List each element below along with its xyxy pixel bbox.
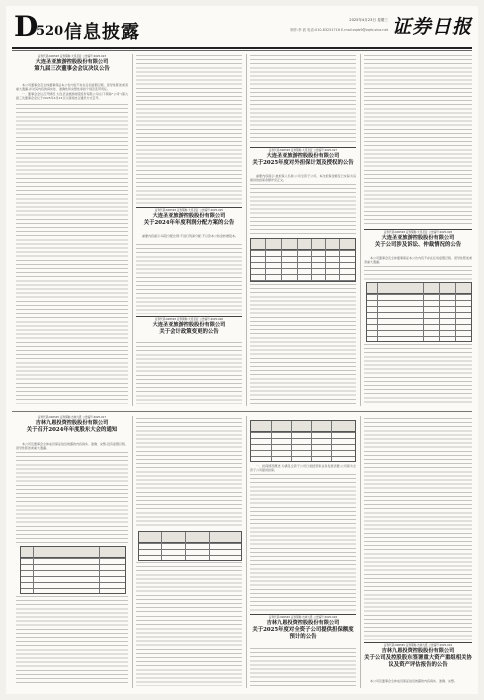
- announcement-paragraph: 本公司及董事会全体成员保证信息披露的内容真实、准确、完整。: [370, 679, 458, 683]
- company-name: 大连圣亚旅游控股股份有限公司: [35, 59, 109, 65]
- company-name: 大连圣亚旅游控股股份有限公司: [266, 153, 340, 159]
- small-print-text: [136, 418, 242, 528]
- company-name: 大连圣亚旅游控股股份有限公司: [152, 322, 226, 328]
- heading-rule: [250, 614, 356, 615]
- table-header: [139, 532, 241, 543]
- small-print-text: [136, 244, 242, 314]
- table-column-line: [339, 239, 340, 281]
- masthead-rule: [12, 47, 472, 49]
- table-column-line: [265, 239, 266, 281]
- heading-rule: [136, 316, 242, 317]
- announcement-body: [364, 679, 472, 688]
- announcement-title: 关于2025年度对全资子公司提供担保额度预计的公告: [252, 627, 354, 640]
- announcement-code: 证券代码:600593 证券简称:大连圣亚 公告编号:2025-023: [37, 55, 107, 58]
- section-title: 信息披露: [64, 22, 140, 43]
- page-number: 520: [36, 24, 64, 39]
- announcement-title: 第九届三次董事会会议决议公告: [34, 66, 110, 72]
- announcement-heading: [16, 416, 128, 434]
- subsidiary-table: [250, 420, 356, 462]
- table-column-line: [455, 283, 456, 341]
- small-print-text: [364, 344, 472, 404]
- announcement-code: 证券代码:000545 证券简称:吉林九恩 公告编号:2025-019: [383, 644, 453, 647]
- announcement-heading: [364, 231, 472, 249]
- table-column-line: [311, 239, 312, 281]
- company-name: 吉林九恩投资控股股份有限公司: [266, 620, 340, 626]
- announcement-code: 证券代码:600593 证券简称:大连圣亚 公告编号:2025-028: [383, 231, 453, 234]
- announcement-heading: [250, 149, 356, 167]
- announcement-heading: [250, 616, 356, 641]
- heading-rule: [250, 147, 356, 148]
- small-print-text: [364, 418, 472, 640]
- announcement-paragraph: 一、董事会会议召开情况 大连圣亚旅游控股股份有限公司(以下简称"公司")第九届三次董事会会议于2025年4月22日以现场结合通讯方式召开。: [16, 92, 128, 101]
- small-print-text: [250, 284, 356, 404]
- section-divider: [12, 411, 472, 412]
- announcement-paragraph: 本公司董事会及全体董事保证本公告内容不存在任何虚假记载、误导性陈述或者重大遗漏,并对其内容的真实性、准确性和完整性承担个别及连带责任。: [16, 83, 128, 92]
- small-print-text: [250, 184, 356, 234]
- small-print-text: [364, 55, 472, 227]
- announcement-paragraph: 一、担保情况概述 为满足全资子公司日常经营和业务发展需要,公司拟为全资子公司提供担保。: [250, 464, 356, 473]
- heading-rule: [136, 207, 242, 208]
- small-print-text: [136, 562, 242, 614]
- small-print-text: [250, 55, 356, 145]
- small-print-text: [16, 104, 128, 404]
- announcement-title: 关于公司及控股股东签署重大资产重组相关协议及资产评估报告的公告: [364, 655, 472, 668]
- small-print-text: [136, 55, 242, 205]
- section-letter: D: [14, 10, 39, 43]
- announcement-code: 证券代码:000545 证券简称:吉林九恩 公告编号:2025-018: [268, 616, 338, 619]
- column-divider: [246, 416, 247, 688]
- announcement-body: [250, 464, 356, 473]
- announcement-title: 关于2025年度对外担保计划及授权的公告: [252, 160, 354, 166]
- announcement-paragraph: 重要内容提示:被担保人名称:公司全资子公司。本次担保金额及已实际为其提供的担保余额详见正文。: [250, 174, 356, 183]
- small-print-text: [250, 474, 356, 612]
- announcement-heading: [16, 55, 128, 73]
- announcement-body: [250, 174, 356, 183]
- table-header: [21, 547, 125, 558]
- column-divider: [360, 416, 361, 688]
- table-column-line: [161, 532, 162, 560]
- newspaper-page: [6, 6, 478, 694]
- table-header: [251, 421, 355, 432]
- table-column-line: [99, 547, 100, 593]
- small-print-text: [136, 616, 242, 686]
- announcement-body: [16, 442, 128, 451]
- table-column-line: [33, 547, 34, 593]
- table-column-line: [209, 532, 210, 560]
- table-column-line: [271, 421, 272, 461]
- newspaper-logo: 证券日报: [391, 16, 472, 38]
- company-name: 大连圣亚旅游控股股份有限公司: [152, 213, 226, 219]
- table-column-line: [331, 421, 332, 461]
- announcement-title: 关于2024年年度利润分配方案的公告: [143, 220, 235, 226]
- guarantee-table: [250, 238, 356, 282]
- table-column-line: [423, 283, 424, 341]
- small-print-text: [364, 266, 472, 280]
- masthead-rule-thin: [12, 50, 472, 51]
- issue-date: 2025年4月23日 星期三: [349, 18, 388, 22]
- litigation-table: [366, 282, 472, 342]
- announcement-title: 关于会计政策变更的公告: [159, 329, 219, 335]
- table-column-line: [297, 239, 298, 281]
- table-column-line: [185, 532, 186, 560]
- announcement-heading: [136, 209, 242, 227]
- announcement-paragraph: 重要内容提示:每股分配比例:不进行利润分配,不以资本公积金转增股本。: [142, 234, 238, 238]
- column-divider: [360, 54, 361, 406]
- table-column-line: [311, 421, 312, 461]
- masthead: [12, 10, 472, 48]
- guarantee-quota-table: [138, 531, 242, 561]
- editor-contact: 制作:李 波 电话:010-83251716 E-mail:zqrb9@zqrb.sina.net: [290, 28, 388, 32]
- small-print-text: [16, 452, 128, 544]
- table-column-line: [281, 239, 282, 281]
- column-divider: [246, 54, 247, 406]
- table-column-line: [439, 283, 440, 341]
- announcement-body: [364, 256, 472, 265]
- column-divider: [132, 54, 133, 406]
- announcement-body: [136, 234, 242, 243]
- announcement-heading: [364, 644, 472, 669]
- announcement-code: 证券代码:000545 证券简称:吉林九恩 公告编号:2025-017: [37, 416, 107, 419]
- company-name: 吉林九恩投资控股股份有限公司: [35, 420, 109, 426]
- table-column-line: [377, 283, 378, 341]
- heading-rule: [364, 642, 472, 643]
- announcement-paragraph: 本公司及董事会全体成员保证信息披露的内容真实、准确、完整,没有虚假记载、误导性陈述或重大遗漏。: [16, 442, 128, 451]
- small-print-text: [136, 342, 242, 404]
- announcement-code: 证券代码:600593 证券简称:大连圣亚 公告编号:2025-026: [154, 318, 224, 321]
- announcement-code: 证券代码:600593 证券简称:大连圣亚 公告编号:2025-025: [154, 209, 224, 212]
- announcement-title: 关于公司涉及诉讼、仲裁情况的公告: [374, 242, 462, 248]
- announcement-title: 关于召开2024年年度股东大会的通知: [26, 427, 118, 433]
- heading-rule: [364, 229, 472, 230]
- announcement-code: 证券代码:600593 证券简称:大连圣亚 公告编号:2025-027: [268, 149, 338, 152]
- company-name: 大连圣亚旅游控股股份有限公司: [381, 235, 455, 241]
- table-column-line: [325, 239, 326, 281]
- table-column-line: [291, 421, 292, 461]
- announcement-body: [16, 83, 128, 103]
- agenda-table: [20, 546, 126, 594]
- announcement-paragraph: 本公司董事会及全体董事保证本公告内容不存在任何虚假记载、误导性陈述或者重大遗漏。: [364, 256, 472, 265]
- column-divider: [132, 416, 133, 688]
- announcement-heading: [136, 318, 242, 336]
- small-print-text: [16, 596, 128, 686]
- small-print-text: [250, 648, 356, 686]
- company-name: 吉林九恩投资控股股份有限公司: [381, 648, 455, 654]
